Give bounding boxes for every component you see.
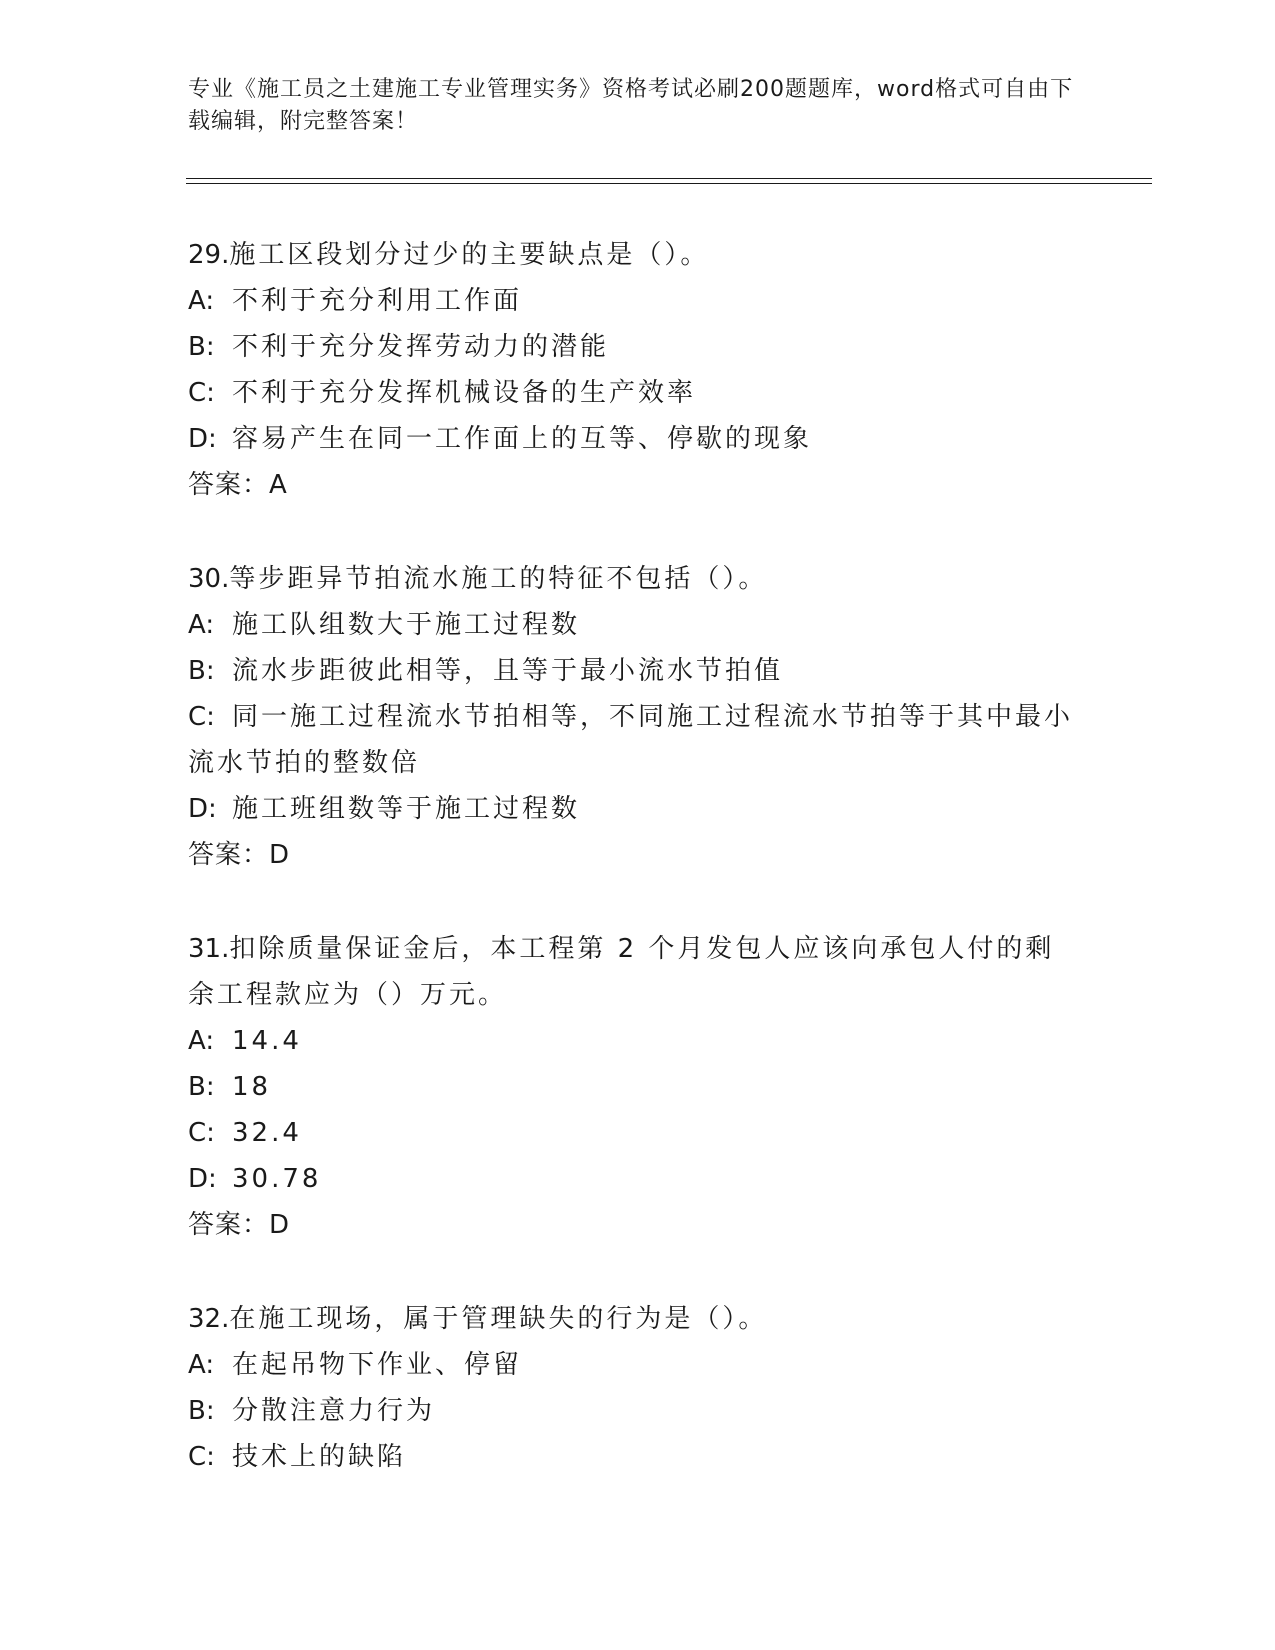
question-29	[188, 232, 1078, 508]
option-b	[188, 648, 1078, 694]
option-b	[188, 1064, 1078, 1110]
option-label: D:	[188, 424, 217, 454]
option-label: A:	[188, 610, 215, 640]
question-31	[188, 926, 1078, 1248]
option-a	[188, 602, 1078, 648]
option-text: 不利于充分利用工作面	[232, 286, 523, 316]
question-number: 30.	[188, 564, 230, 594]
option-text: 不利于充分发挥机械设备的生产效率	[232, 378, 697, 408]
option-label: C:	[188, 1442, 215, 1472]
option-b	[188, 1388, 1078, 1434]
option-b	[188, 324, 1078, 370]
option-label: B:	[188, 1396, 215, 1426]
option-text: 14.4	[232, 1026, 302, 1056]
option-c	[188, 370, 1078, 416]
option-label: B:	[188, 332, 215, 362]
answer-line: 答案：D	[188, 1210, 291, 1240]
question-list	[188, 232, 1078, 1528]
option-text: 在起吊物下作业、停留	[232, 1350, 523, 1380]
option-c	[188, 1434, 1078, 1480]
option-c	[188, 694, 1078, 786]
option-label: A:	[188, 1026, 215, 1056]
question-32	[188, 1296, 1078, 1480]
answer-line: 答案：A	[188, 470, 288, 500]
question-stem: 扣除质量保证金后，本工程第 2 个月发包人应该向承包人付的剩余工程款应为（）万元。	[188, 934, 1055, 1010]
option-text: 技术上的缺陷	[232, 1442, 407, 1472]
option-a	[188, 1342, 1078, 1388]
option-text: 30.78	[232, 1164, 322, 1194]
question-30	[188, 556, 1078, 878]
option-label: C:	[188, 378, 215, 408]
option-label: A:	[188, 286, 215, 316]
option-text: 不利于充分发挥劳动力的潜能	[232, 332, 610, 362]
option-label: B:	[188, 656, 215, 686]
option-text: 流水步距彼此相等，且等于最小流水节拍值	[232, 656, 784, 686]
header-divider-top	[186, 178, 1152, 179]
option-d	[188, 416, 1078, 462]
option-label: B:	[188, 1072, 215, 1102]
option-label: D:	[188, 1164, 217, 1194]
option-label: D:	[188, 794, 217, 824]
question-stem: 在施工现场，属于管理缺失的行为是（）。	[229, 1304, 768, 1334]
header-divider-bottom	[186, 183, 1152, 184]
question-number: 32.	[188, 1304, 230, 1334]
option-label: A:	[188, 1350, 215, 1380]
option-label: C:	[188, 702, 215, 732]
option-text: 分散注意力行为	[232, 1396, 436, 1426]
question-text	[188, 232, 1078, 278]
option-text: 施工队组数大于施工过程数	[232, 610, 581, 640]
option-d	[188, 1156, 1078, 1202]
option-label: C:	[188, 1118, 215, 1148]
option-text: 18	[232, 1072, 272, 1102]
option-a	[188, 1018, 1078, 1064]
question-stem: 等步距异节拍流水施工的特征不包括（）。	[229, 564, 768, 594]
question-text	[188, 556, 1078, 602]
option-text: 施工班组数等于施工过程数	[232, 794, 581, 824]
document-header: 专业《施工员之土建施工专业管理实务》资格考试必刷200题题库，word格式可自由下载编辑，附完整答案！	[188, 77, 1074, 134]
question-text	[188, 926, 1078, 1018]
question-number: 29.	[188, 240, 230, 270]
option-text: 同一施工过程流水节拍相等，不同施工过程流水节拍等于其中最小流水节拍的整数倍	[188, 702, 1074, 778]
option-d	[188, 786, 1078, 832]
option-text: 容易产生在同一工作面上的互等、停歇的现象	[232, 424, 813, 454]
question-stem: 施工区段划分过少的主要缺点是（）。	[229, 240, 710, 270]
question-number: 31.	[188, 934, 230, 964]
option-c	[188, 1110, 1078, 1156]
option-a	[188, 278, 1078, 324]
answer-line: 答案：D	[188, 840, 291, 870]
option-text: 32.4	[232, 1118, 302, 1148]
question-text	[188, 1296, 1078, 1342]
